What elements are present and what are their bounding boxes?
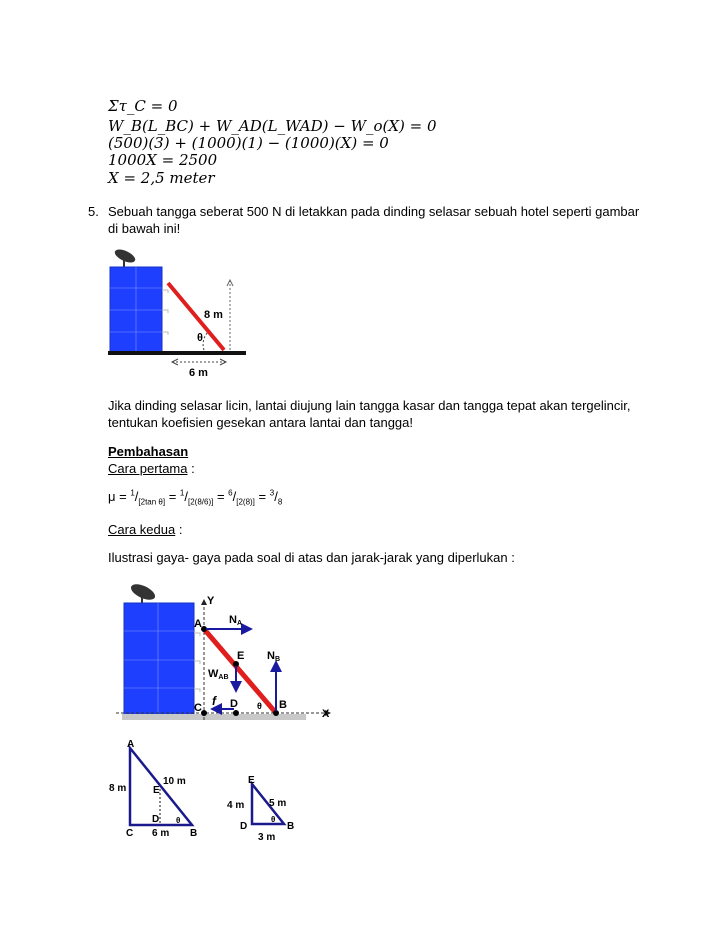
svg-text:E: E (153, 785, 160, 796)
svg-text:A: A (194, 618, 202, 630)
wall (124, 603, 194, 716)
figure-ladder-wall (100, 240, 260, 382)
fig1-angle-label: θ (197, 332, 203, 344)
solution-heading: Pembahasan (108, 444, 189, 459)
svg-text:NA: NA (229, 614, 243, 627)
svg-text:θ: θ (257, 701, 262, 711)
svg-text:θ: θ (271, 815, 276, 824)
svg-text:D: D (240, 821, 248, 832)
satellite-dish-icon (113, 247, 137, 267)
svg-text:8 m: 8 m (109, 783, 127, 794)
equation-line-5: X = 2,5 meter (108, 169, 215, 187)
svg-text:D: D (230, 698, 238, 710)
svg-text:f: f (212, 694, 216, 708)
question-line-2: tentukan koefisien gesekan antara lantai dan tangga! (108, 415, 414, 430)
method-2-line: Cara kedua : (108, 522, 183, 537)
svg-text:10 m: 10 m (163, 776, 186, 787)
svg-text:Y: Y (207, 595, 215, 607)
svg-text:NB: NB (267, 650, 281, 663)
equation-line-4: 1000X = 2500 (108, 151, 218, 169)
figure-force-diagram (108, 578, 348, 726)
svg-text:E: E (248, 775, 255, 786)
floor (108, 351, 246, 355)
svg-text:E: E (237, 650, 245, 662)
svg-text:A: A (127, 739, 135, 750)
svg-text:B: B (287, 821, 295, 832)
svg-text:6 m: 6 m (152, 828, 170, 839)
method-1-label: Cara pertama (108, 461, 188, 476)
method-1-line: Cara pertama : (108, 461, 195, 476)
svg-text:WAB: WAB (208, 668, 229, 681)
fig1-base-label: 6 m (189, 367, 208, 379)
svg-text:θ: θ (176, 816, 181, 825)
problem-line-1: Sebuah tangga seberat 500 N di letakkan pada dinding selasar sebuah hotel seperti gambar (108, 204, 640, 219)
svg-text:B: B (190, 828, 198, 839)
svg-text:D: D (152, 814, 160, 825)
question-line-1: Jika dinding selasar licin, lantai diujung lain tangga kasar dan tangga tepat akan tergelincir, (108, 398, 631, 413)
method-2-label: Cara kedua (108, 522, 176, 537)
equation-line-2: W_B(L_BC) + W_AD(L_WAD) − W_o(X) = 0 (108, 117, 437, 135)
satellite-dish-icon (129, 581, 158, 604)
mu-formula: $\mu = ^1/_{[2tan \theta]} = ^1/_{[2(8/6)]} = ^6/_{[2(8)]} = ^3/_8$ (108, 488, 283, 507)
figure-triangle-large (106, 736, 216, 844)
floor (122, 714, 306, 720)
figure-triangle-small (222, 772, 302, 844)
illustration-caption: Ilustrasi gaya- gaya pada soal di atas dan jarak-jarak yang diperlukan : (108, 550, 515, 565)
svg-text:3 m: 3 m (258, 832, 276, 843)
equation-line-1: Στ_C = 0 (108, 97, 178, 115)
problem-number: 5. (88, 204, 99, 219)
svg-text:C: C (194, 702, 202, 714)
fig1-height-label: 8 m (204, 309, 223, 321)
svg-text:C: C (126, 828, 134, 839)
svg-text:5 m: 5 m (269, 798, 287, 809)
svg-text:4 m: 4 m (227, 800, 245, 811)
svg-text:B: B (279, 699, 287, 711)
svg-text:X: X (322, 708, 330, 720)
equation-line-3: (500)(3) + (1000)(1) − (1000)(X) = 0 (108, 134, 389, 152)
problem-line-2: di bawah ini! (108, 221, 181, 236)
